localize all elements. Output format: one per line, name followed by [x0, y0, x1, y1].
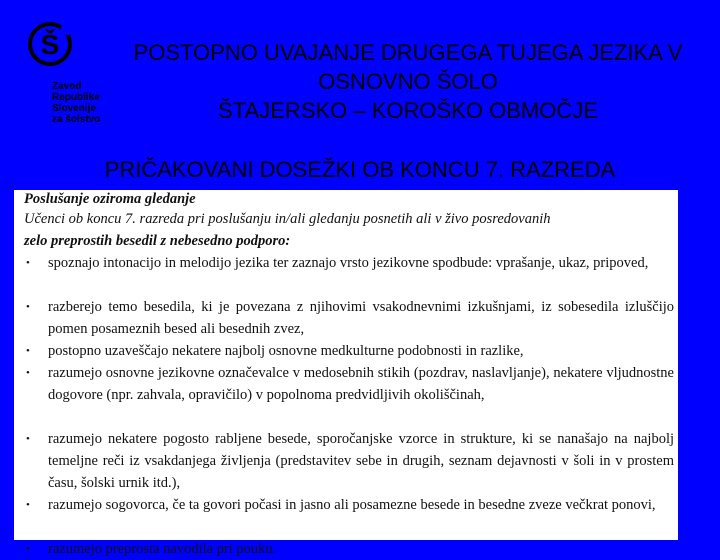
- section-heading: Poslušanje oziroma gledanje: [24, 191, 196, 207]
- logo-wordmark: [52, 81, 100, 125]
- list-item-text: razumejo osnovne jezikovne označevalce v medosebnih stikih (pozdrav, naslavljanje), nekatere vljudnostne dogovore (npr. zahvala, opravičilo) v popolnoma predvidljivih okoliščinah,: [48, 365, 674, 403]
- title-line-2: OSNOVNO ŠOLO: [318, 69, 498, 94]
- list-item-text: razberejo temo besedila, ki je povezana z njihovimi vsakodnevnimi izkušnjami, iz sobesedila izluščijo pomen posameznih besed ali besednih zvez,: [48, 299, 674, 337]
- bullet-icon: •: [26, 433, 30, 445]
- list-item: [24, 428, 674, 494]
- logo-line: Republike: [52, 92, 100, 103]
- bullet-icon: •: [26, 367, 30, 379]
- logo-line: za šolstvo: [52, 114, 101, 125]
- list-item-text: razumejo preprosta navodila pri pouku.: [48, 541, 277, 557]
- slide-title: [96, 38, 720, 125]
- slide-subtitle: PRIČAKOVANI DOSEŽKI OB KONCU 7. RAZREDA: [104, 157, 616, 182]
- section-intro: [24, 208, 674, 252]
- list-item: [24, 296, 674, 340]
- bullet-icon: •: [26, 345, 30, 357]
- list-item: [24, 362, 674, 428]
- title-line-1: POSTOPNO UVAJANJE DRUGEGA TUJEGA JEZIKA V: [133, 40, 683, 65]
- intro-bold-text: zelo preprostih besedil z nebesedno podporo:: [24, 233, 291, 249]
- list-item-text: razumejo sogovorca, če ta govori počasi in jasno ali posamezne besede in besedne zveze večkrat ponovi,: [48, 497, 656, 513]
- bullet-icon: •: [26, 301, 30, 313]
- bullet-icon: •: [26, 543, 30, 555]
- list-item-text: spoznajo intonacijo in melodijo jezika ter zaznajo vrsto jezikovne spodbude: vprašanje, ukaz, pripoved,: [48, 255, 649, 271]
- logo-line: Slovenije: [52, 103, 96, 114]
- list-item: [24, 538, 674, 560]
- document-excerpt: [14, 190, 678, 557]
- outcomes-list: [24, 252, 674, 560]
- svg-text:Š: Š: [40, 29, 60, 60]
- bullet-icon: •: [26, 257, 30, 269]
- list-item: [24, 494, 674, 538]
- intro-text: Učenci ob koncu 7. razreda pri poslušanju in/ali gledanju posnetih ali v živo posredovanih: [24, 211, 551, 227]
- logo-line: Zavod: [52, 81, 82, 92]
- list-item-text: razumejo nekatere pogosto rabljene besede, sporočanjske vzorce in strukture, ki se nanašajo na najbolj temeljne reči iz vsakdanjega življenja (predstavitev sebe in drugih, seznam dejavnosti v šoli in v prostem času, šolski urnik itd.),: [48, 431, 674, 491]
- list-item-text: postopno uzaveščajo nekatere najbolj osnovne medkulturne podobnosti in razlike,: [48, 343, 524, 359]
- title-line-3: ŠTAJERSKO – KOROŠKO OBMOČJE: [218, 98, 598, 123]
- zrss-logo-icon: [26, 18, 82, 76]
- list-item: [24, 340, 674, 362]
- bullet-icon: •: [26, 499, 30, 511]
- list-item: [24, 252, 674, 296]
